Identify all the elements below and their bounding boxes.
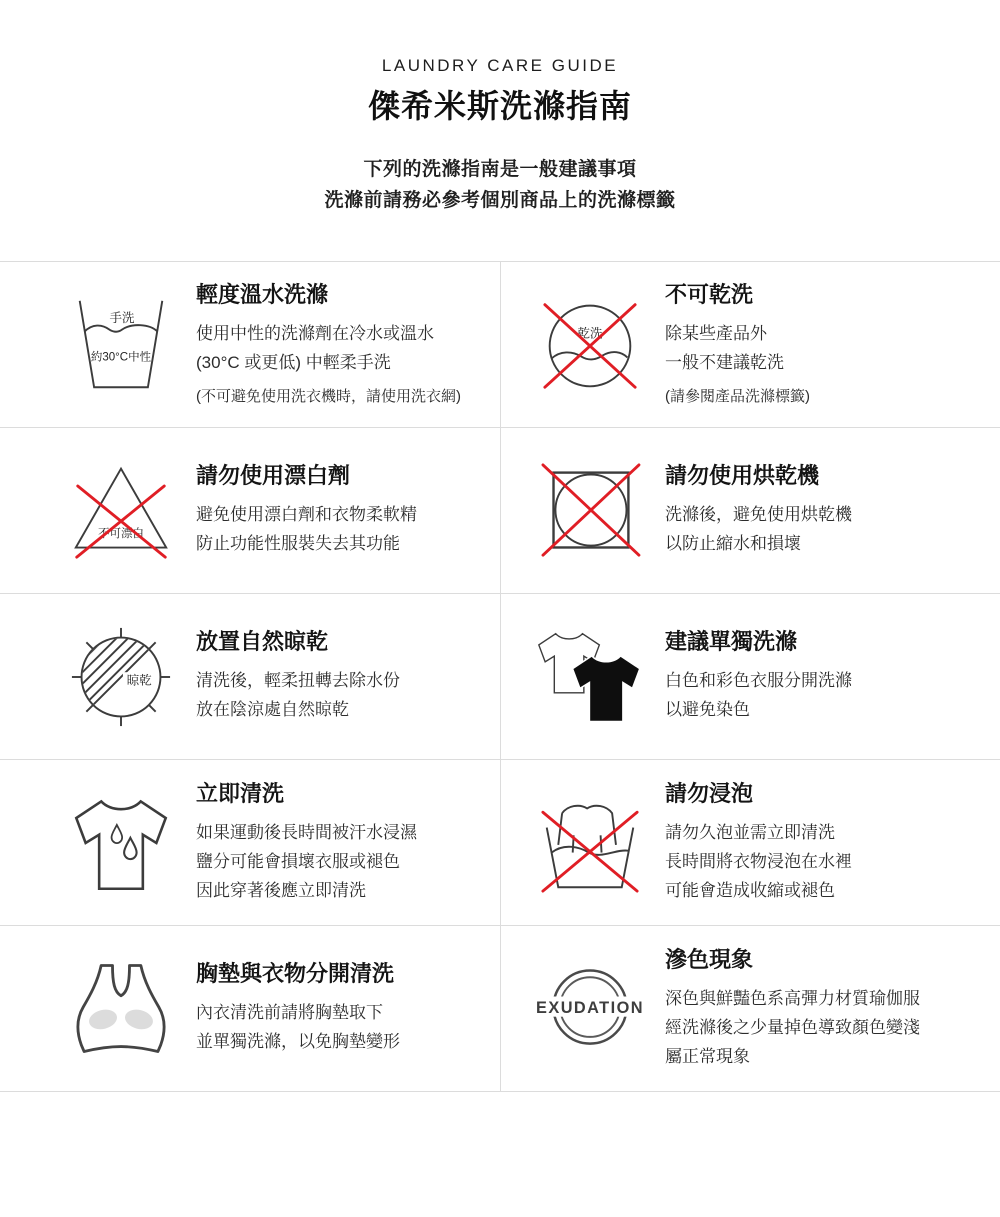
cell-title: 放置自然晾乾 [196,629,329,654]
no-dryclean-icon [515,297,665,393]
cell-text [665,282,820,408]
cell-text [665,629,862,724]
cell-line: 清洗後，輕柔扭轉去除水份 [196,671,400,690]
no-soak-icon [515,793,665,893]
handwash-tub-icon [46,297,196,393]
care-cell-no-bleach [0,428,500,593]
cell-text [665,947,930,1071]
dryclean-label: 乾洗 [577,325,603,340]
care-cell-no-dryclean [500,262,1000,427]
cell-title: 輕度溫水洗滌 [196,281,329,307]
cell-title: 請勿使用漂白劑 [196,463,351,488]
wash-immediately-shirt-icon [46,795,196,891]
cell-title: 建議單獨洗滌 [665,629,798,654]
page-subtitle [0,154,1000,216]
grid-row-3 [0,594,1000,760]
natural-dry-icon [46,626,196,728]
grid-row-4 [0,760,1000,926]
footer-whitespace [0,1092,1000,1217]
cell-line: 深色與鮮豔色系高彈力材質瑜伽服 [665,988,920,1008]
no-bleach-label: 不可漂白 [97,527,145,540]
cell-line: 並單獨洗滌，以免胸墊變形 [196,1032,400,1051]
separate-wash-shirts-icon [515,627,665,727]
cell-title: 不可乾洗 [665,281,754,307]
cell-line: 一般不建議乾洗 [665,352,784,372]
cell-line: 白色和彩色衣服分開洗滌 [665,671,852,690]
grid-row-5 [0,926,1000,1092]
cell-title: 立即清洗 [196,780,285,806]
page-title: 傑希米斯洗滌指南 [367,88,632,124]
grid-row-1 [0,262,1000,428]
grid-row-2 [0,428,1000,594]
cell-line: 長時間將衣物浸泡在水裡 [665,851,852,871]
cell-title: 請勿使用烘乾機 [665,463,820,488]
bra-pad-icon [46,959,196,1059]
eyebrow-text: LAUNDRY CARE GUIDE [381,56,619,75]
care-cell-bra-pad [0,926,500,1091]
cell-line: 洗滌後，避免使用烘乾機 [665,505,852,524]
cell-line: 除某些產品外 [665,323,767,343]
care-cell-wash-immediately [0,760,500,925]
cell-line: (30°C 或更低) 中輕柔手洗 [196,352,391,372]
subtitle-line: 洗滌前請務必參考個別商品上的洗滌標籤 [324,190,676,211]
cell-line: 內衣清洗前請將胸墊取下 [196,1003,383,1022]
cell-line: 放在陰涼處自然晾乾 [196,700,349,719]
cell-line: 鹽分可能會損壞衣服或褪色 [196,851,400,871]
cell-title: 滲色現象 [665,946,754,972]
page-header [0,0,1000,216]
cell-note: (不可避免使用洗衣機時，請使用洗衣網) [196,387,461,405]
cell-text [665,781,862,905]
cell-title: 請勿浸泡 [665,780,754,806]
cell-text [196,629,410,724]
cell-text [196,463,427,558]
natural-dry-label: 晾乾 [126,673,152,688]
care-cell-exudation [500,926,1000,1091]
cell-line: 以防止縮水和損壞 [665,534,801,553]
care-cell-natural-dry [0,594,500,759]
cell-note: (請參閱產品洗滌標籤) [665,387,810,405]
cell-line: 如果運動後長時間被汗水浸濕 [196,822,417,842]
cell-text [665,463,862,558]
cell-title: 胸墊與衣物分開清洗 [196,961,395,986]
handwash-temp-label: 約30°C中性 [90,350,152,363]
cell-line: 可能會造成收縮或褪色 [665,880,835,900]
cell-line: 屬正常現象 [665,1046,750,1066]
care-cell-handwash [0,262,500,427]
no-bleach-icon [46,461,196,561]
cell-line: 因此穿著後應立即清洗 [196,880,366,900]
no-tumble-dry-icon [515,463,665,559]
cell-line: 使用中性的洗滌劑在冷水或溫水 [196,323,434,343]
cell-text [196,781,427,905]
subtitle-line: 下列的洗滌指南是一般建議事項 [363,159,637,180]
cell-text [196,282,471,408]
cell-line: 經洗滌後之少量掉色導致顏色變淺 [665,1017,920,1037]
exudation-logo-icon [515,959,665,1059]
cell-line: 請勿久泡並需立即清洗 [665,822,835,842]
cell-line: 以避免染色 [665,700,750,719]
exudation-brand-text: EXUDATION [536,998,644,1017]
care-cell-separate-wash [500,594,1000,759]
care-cell-no-soak [500,760,1000,925]
cell-line: 避免使用漂白劑和衣物柔軟精 [196,505,417,524]
care-guide-grid [0,261,1000,1092]
cell-line: 防止功能性服裝失去其功能 [196,534,400,553]
handwash-label: 手洗 [109,310,135,325]
care-cell-no-tumble-dry [500,428,1000,593]
cell-text [196,961,410,1056]
